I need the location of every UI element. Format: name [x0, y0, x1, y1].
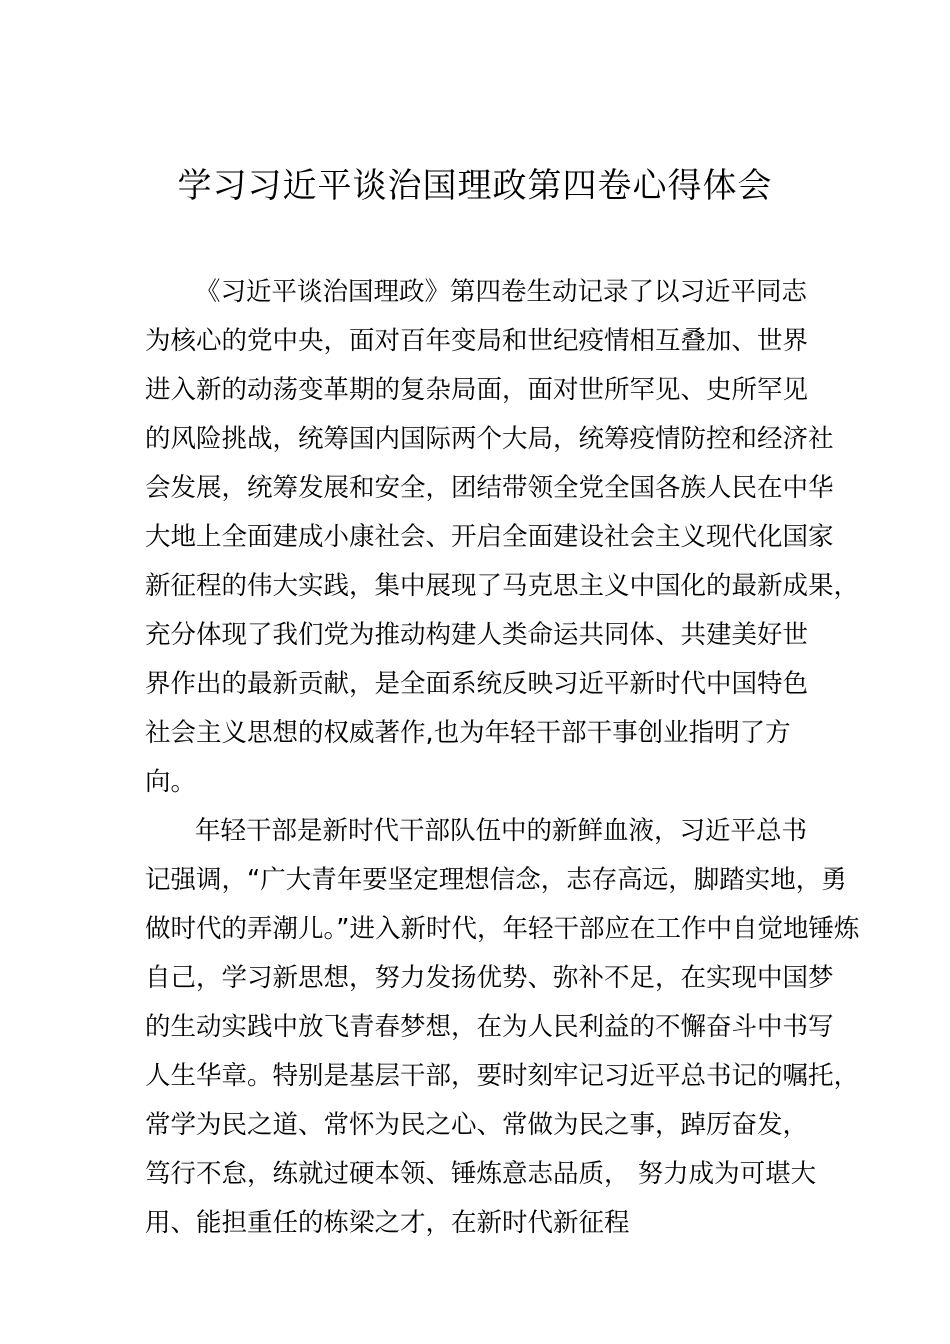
paragraph-line: 记强调，“广大青年要坚定理想信念，志存高远，脚踏实地，勇 — [145, 865, 847, 895]
paragraph-line: 充分体现了我们党为推动构建人类命运共同体、共建美好世 — [145, 620, 809, 650]
paragraph-line: 年轻干部是新时代干部队伍中的新鲜血液，习近平总书 — [195, 816, 808, 846]
paragraph-line: 《习近平谈治国理政》第四卷生动记录了以习近平同志 — [195, 277, 808, 307]
paragraph-line: 人生华章。特别是基层干部，要时刻牢记习近平总书记的嘱托， — [145, 1061, 860, 1091]
document-title: 学习习近平谈治国理政第四卷心得体会 — [177, 166, 773, 206]
paragraph-2 — [145, 807, 860, 1248]
paragraph-line: 用、能担重任的栋梁之才，在新时代新征程 — [145, 1208, 630, 1238]
paragraph-line: 社会主义思想的权威著作,也为年轻干部干事创业指明了方 — [145, 718, 791, 748]
paragraph-line: 自己，学习新思想，努力发扬优势、弥补不足，在实现中国梦 — [145, 963, 834, 993]
paragraph-line: 向。 — [145, 767, 197, 797]
paragraph-line: 新征程的伟大实践，集中展现了马克思主义中国化的最新成果， — [145, 571, 860, 601]
paragraph-1 — [145, 268, 860, 807]
paragraph-line: 大地上全面建成小康社会、开启全面建设社会主义现代化国家 — [145, 522, 834, 552]
paragraph-line: 做时代的弄潮儿。”进入新时代，年轻干部应在工作中自觉地锤炼 — [145, 914, 860, 944]
paragraph-line: 进入新的动荡变革期的复杂局面，面对世所罕见、史所罕见 — [145, 375, 809, 405]
document-body — [145, 268, 860, 1248]
paragraph-line: 笃行不怠，练就过硬本领、锤炼意志品质， 努力成为可堪大 — [145, 1159, 817, 1189]
paragraph-line: 会发展，统筹发展和安全，团结带领全党全国各族人民在中华 — [145, 473, 834, 503]
paragraph-line: 为核心的党中央，面对百年变局和世纪疫情相互叠加、世界 — [145, 326, 809, 356]
paragraph-line: 界作出的最新贡献，是全面系统反映习近平新时代中国特色 — [145, 669, 809, 699]
paragraph-line: 常学为民之道、常怀为民之心、常做为民之事，踔厉奋发， — [145, 1110, 809, 1140]
paragraph-line: 的风险挑战，统筹国内国际两个大局，统筹疫情防控和经济社 — [145, 424, 834, 454]
paragraph-line: 的生动实践中放飞青春梦想，在为人民利益的不懈奋斗中书写 — [145, 1012, 834, 1042]
